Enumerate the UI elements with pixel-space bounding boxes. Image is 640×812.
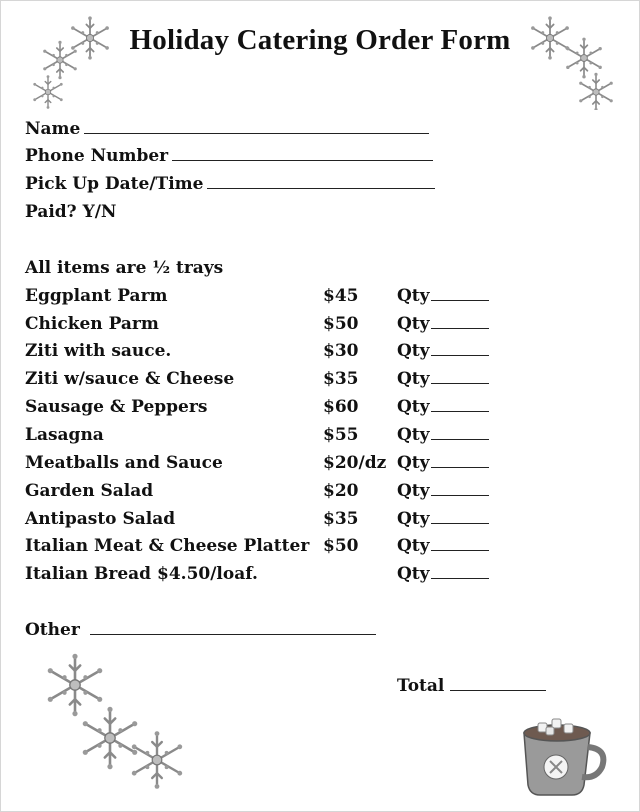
qty-field[interactable] [397, 369, 489, 389]
qty-label: Qty [397, 314, 430, 334]
pickup-line [207, 187, 435, 189]
item-price: $55 [323, 425, 359, 445]
item-price: $35 [323, 369, 359, 389]
item-price: $60 [323, 397, 359, 417]
item-price: $30 [323, 341, 359, 361]
qty-line [431, 466, 489, 468]
qty-field[interactable] [397, 314, 489, 334]
qty-label: Qty [397, 536, 430, 556]
snowflake-icon [35, 650, 195, 800]
qty-field[interactable] [397, 481, 489, 501]
name-label: Name [25, 119, 81, 139]
phone-label: Phone Number [25, 146, 169, 166]
item-price: $50 [323, 536, 359, 556]
qty-label: Qty [397, 341, 430, 361]
qty-line [431, 438, 489, 440]
qty-label: Qty [397, 369, 430, 389]
pickup-label: Pick Up Date/Time [25, 174, 204, 194]
qty-label: Qty [397, 481, 430, 501]
item-name: Chicken Parm [25, 314, 159, 334]
other-line [90, 633, 376, 635]
qty-field[interactable] [397, 453, 489, 473]
qty-line [431, 327, 489, 329]
qty-label: Qty [397, 564, 430, 584]
qty-field[interactable] [397, 425, 489, 445]
item-price: $45 [323, 286, 359, 306]
phone-line [172, 159, 433, 161]
form-title: Holiday Catering Order Form [129, 24, 511, 56]
other-label: Other [25, 620, 80, 640]
qty-line [431, 299, 489, 301]
qty-label: Qty [397, 425, 430, 445]
item-name: Antipasto Salad [25, 509, 176, 529]
qty-line [431, 577, 489, 579]
item-name: Meatballs and Sauce [25, 453, 223, 473]
total-label: Total [397, 676, 445, 696]
paid-label: Paid? Y/N [25, 202, 117, 222]
qty-line [431, 382, 489, 384]
qty-field[interactable] [397, 286, 489, 306]
item-price: $20/dz [323, 453, 387, 473]
item-name: Ziti w/sauce & Cheese [25, 369, 235, 389]
qty-field[interactable] [397, 536, 489, 556]
qty-label: Qty [397, 397, 430, 417]
item-price: $50 [323, 314, 359, 334]
qty-field[interactable] [397, 341, 489, 361]
qty-label: Qty [397, 286, 430, 306]
qty-line [431, 410, 489, 412]
hot-cocoa-mug-icon [516, 705, 608, 800]
item-price: $20 [323, 481, 359, 501]
name-field[interactable] [25, 119, 429, 139]
total-line [450, 689, 546, 691]
qty-field[interactable] [397, 509, 489, 529]
paid-field[interactable] [25, 202, 116, 222]
qty-line [431, 549, 489, 551]
menu-note: All items are ½ trays [25, 258, 224, 278]
item-price: $35 [323, 509, 359, 529]
item-name: Italian Bread $4.50/loaf. [25, 564, 258, 584]
item-name: Sausage & Peppers [25, 397, 208, 417]
total-field[interactable] [397, 676, 546, 696]
item-name: Lasagna [25, 425, 104, 445]
item-name: Ziti with sauce. [25, 341, 172, 361]
item-name: Garden Salad [25, 481, 154, 501]
qty-field[interactable] [397, 397, 489, 417]
qty-label: Qty [397, 453, 430, 473]
qty-line [431, 354, 489, 356]
qty-line [431, 494, 489, 496]
phone-field[interactable] [25, 146, 433, 166]
item-name: Italian Meat & Cheese Platter [25, 536, 310, 556]
other-field[interactable] [25, 620, 376, 640]
qty-label: Qty [397, 509, 430, 529]
pickup-field[interactable] [25, 174, 435, 194]
qty-line [431, 522, 489, 524]
name-line [84, 132, 429, 134]
qty-field[interactable] [397, 564, 489, 584]
item-name: Eggplant Parm [25, 286, 168, 306]
